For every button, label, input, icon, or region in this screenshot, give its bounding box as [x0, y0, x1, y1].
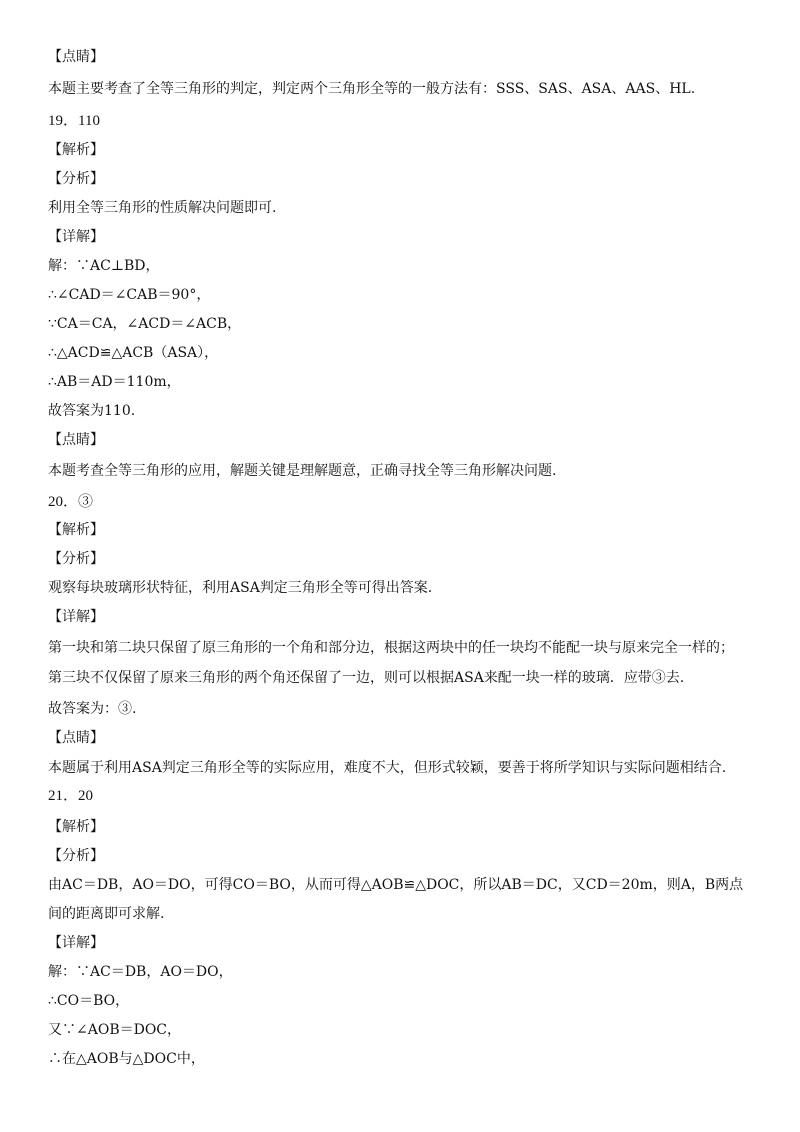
summary-text-19: 本题考查全等三角形的应用，解题关键是理解题意，正确寻找全等三角形解决问题. [48, 463, 557, 479]
question-20-answer: 20．③ [48, 494, 94, 510]
heading-fenxi-19: 【分析】 [48, 171, 104, 187]
analysis-text-20: 观察每块玻璃形状特征，利用ASA判定三角形全等可得出答案. [48, 580, 433, 596]
solution-line-21-1: 解：∵AC＝DB，AO＝DO， [48, 964, 233, 980]
heading-xiangjie-19: 【详解】 [48, 229, 104, 245]
heading-fenxi-20: 【分析】 [48, 551, 104, 567]
solution-line-19-2: ∴∠CAD＝∠CAB＝90°， [48, 287, 211, 303]
solution-line-21-3: 又∵∠AOB＝DOC， [48, 1022, 182, 1038]
solution-line-19-4: ∴△ACD≌△ACB（ASA）， [48, 345, 219, 361]
analysis-text-21-2: 间的距离即可求解. [48, 906, 165, 922]
heading-jiexi-20: 【解析】 [48, 522, 104, 538]
solution-line-19-1: 解：∵AC⊥BD， [48, 258, 160, 274]
solution-line-20-3: 故答案为：③. [48, 701, 137, 717]
solution-line-20-2: 第三块不仅保留了原来三角形的两个角还保留了一边，则可以根据ASA来配一块一样的玻璃．应带③去. [48, 670, 685, 686]
solution-line-21-2: ∴CO＝BO， [48, 993, 130, 1009]
solution-line-21-4: ∴在△AOB与△DOC中， [48, 1051, 205, 1067]
solution-line-20-1: 第一块和第二块只保留了原三角形的一个角和部分边，根据这两块中的任一块均不能配一块与原来完全一样的； [48, 640, 734, 656]
heading-jiexi-19: 【解析】 [48, 142, 104, 158]
analysis-text-19: 利用全等三角形的性质解决问题即可. [48, 200, 277, 216]
heading-dianjing-20: 【点睛】 [48, 730, 104, 746]
analysis-text-21-1: 由AC＝DB，AO＝DO，可得CO＝BO，从而可得△AOB≌△DOC，所以AB＝DC，又CD＝20m，则A，B两点 [48, 877, 744, 893]
heading-dianjing-1: 【点睛】 [48, 49, 104, 65]
question-21-answer: 21．20 [48, 788, 94, 804]
heading-jiexi-21: 【解析】 [48, 819, 104, 835]
heading-xiangjie-21: 【详解】 [48, 935, 104, 951]
solution-line-19-3: ∵CA＝CA，∠ACD＝∠ACB， [48, 316, 242, 332]
summary-text-20: 本题属于利用ASA判定三角形全等的实际应用，难度不大，但形式较颖，要善于将所学知识与实际问题相结合. [48, 760, 727, 776]
solution-line-19-5: ∴AB＝AD＝110m， [48, 374, 181, 390]
heading-xiangjie-20: 【详解】 [48, 609, 104, 625]
solution-line-19-6: 故答案为110. [48, 403, 136, 419]
question-19-answer: 19．110 [48, 113, 100, 129]
heading-dianjing-19: 【点睛】 [48, 432, 104, 448]
summary-text-18: 本题主要考查了全等三角形的判定，判定两个三角形全等的一般方法有：SSS、SAS、ASA、AAS、HL. [48, 81, 696, 97]
heading-fenxi-21: 【分析】 [48, 848, 104, 864]
